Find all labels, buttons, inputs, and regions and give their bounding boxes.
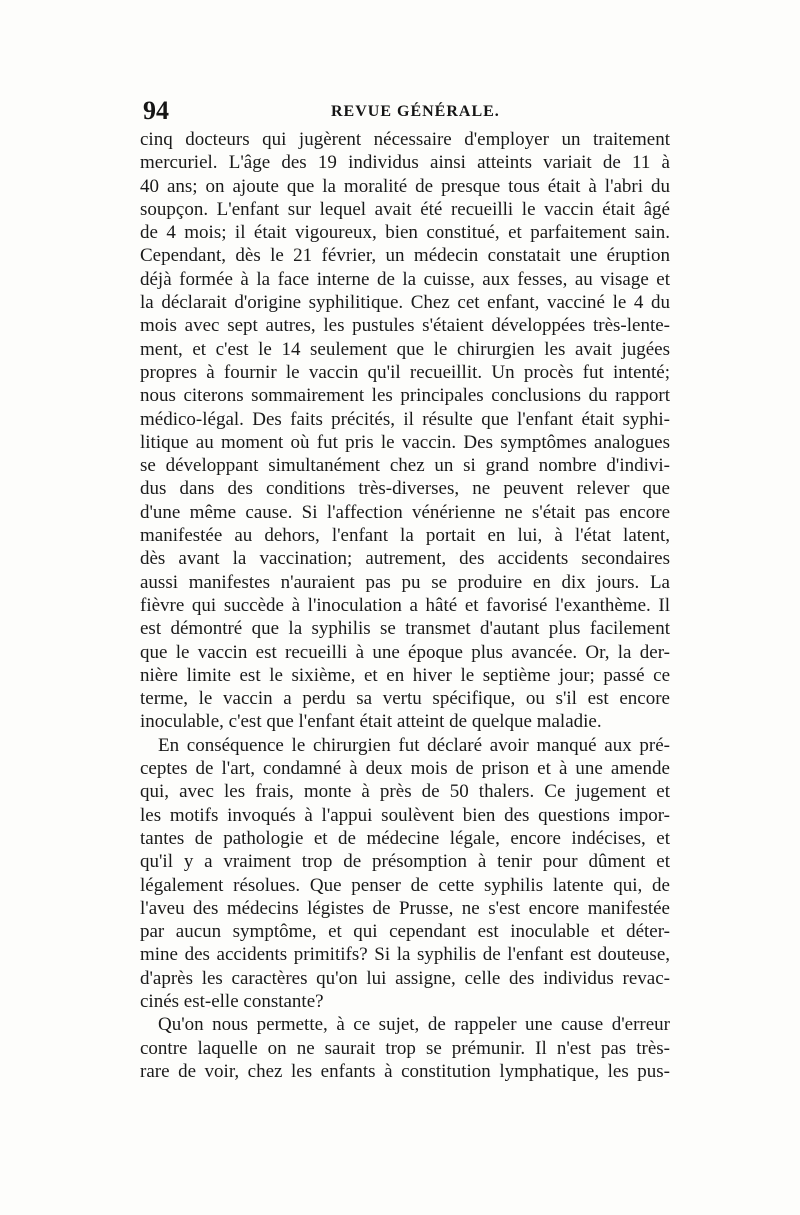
text-line: 40 ans; on ajoute que la moralité de presque tous était à l'abri du (140, 175, 670, 197)
text-line: ment, et c'est le 14 seulement que le chirurgien les avait jugées (140, 338, 670, 360)
running-title: REVUE GÉNÉRALE. (331, 103, 500, 120)
text-line: cinés est-elle constante? (140, 990, 324, 1012)
text-line: rare de voir, chez les enfants à constitution lymphatique, les pus- (140, 1060, 670, 1082)
text-line: nière limite est le sixième, et en hiver le septième jour; passé ce (140, 664, 670, 686)
text-line: Qu'on nous permette, à ce sujet, de rappeler une cause d'erreur (158, 1014, 670, 1036)
text-line: se développant simultanément chez un si grand nombre d'indivi- (140, 455, 670, 477)
text-line: de 4 mois; il était vigoureux, bien constitué, et parfaitement sain. (140, 222, 670, 244)
text-line: est démontré que la syphilis se transmet d'autant plus facilement (140, 618, 670, 640)
page-number: 94 (143, 96, 169, 125)
text-line: par aucun symptôme, et qui cependant est inoculable et déter- (140, 921, 670, 943)
text-line: légalement résolues. Que penser de cette syphilis latente qui, de (140, 874, 670, 896)
body-text (140, 128, 670, 1083)
text-line: que le vaccin est recueilli à une époque plus avancée. Or, la der- (140, 641, 670, 663)
text-line: inoculable, c'est que l'enfant était atteint de quelque maladie. (140, 711, 602, 733)
text-line: manifestée au dehors, l'enfant la portait en lui, à l'état latent, (140, 525, 670, 547)
text-line: tantes de pathologie et de médecine légale, encore indécises, et (140, 827, 670, 849)
page-header (143, 96, 663, 126)
text-line: l'aveu des médecins légistes de Prusse, ne s'est encore manifestée (140, 897, 670, 919)
text-line: dus dans des conditions très-diverses, ne peuvent relever que (140, 478, 670, 500)
text-line: soupçon. L'enfant sur lequel avait été recueilli le vaccin était âgé (140, 198, 670, 220)
text-line: nous citerons sommairement les principales conclusions du rapport (140, 385, 670, 407)
text-line: les motifs invoqués à l'appui soulèvent bien des questions impor- (140, 804, 670, 826)
text-line: terme, le vaccin a perdu sa vertu spécifique, ou s'il est encore (140, 688, 670, 710)
text-line: aussi manifestes n'auraient pas pu se produire en dix jours. La (140, 571, 670, 593)
text-line: En conséquence le chirurgien fut déclaré avoir manqué aux pré- (158, 734, 670, 756)
text-line: cinq docteurs qui jugèrent nécessaire d'employer un traitement (140, 129, 670, 150)
text-line: mois avec sept autres, les pustules s'étaient développées très-lente- (140, 315, 670, 337)
text-line: litique au moment où fut pris le vaccin. Des symptômes analogues (140, 431, 670, 453)
text-line: mine des accidents primitifs? Si la syphilis de l'enfant est douteuse, (140, 944, 670, 966)
text-line: propres à fournir le vaccin qu'il recueillit. Un procès fut intenté; (140, 361, 670, 383)
text-line: mercuriel. L'âge des 19 individus ainsi atteints variait de 11 à (140, 152, 670, 174)
text-line: Cependant, dès le 21 février, un médecin constatait une éruption (140, 245, 670, 267)
text-line: qui, avec les frais, monte à près de 50 thalers. Ce jugement et (140, 781, 670, 803)
text-line: fièvre qui succède à l'inoculation a hâté et favorisé l'exanthème. Il (140, 594, 670, 616)
text-line: ceptes de l'art, condamné à deux mois de prison et à une amende (140, 758, 670, 780)
text-line: médico-légal. Des faits précités, il résulte que l'enfant était syphi- (140, 408, 670, 430)
text-line: la déclarait d'origine syphilitique. Chez cet enfant, vacciné le 4 du (140, 292, 670, 314)
text-line: dès avant la vaccination; autrement, des accidents secondaires (140, 548, 670, 570)
text-line: d'une même cause. Si l'affection vénérienne ne s'était pas encore (140, 501, 670, 523)
text-line: contre laquelle on ne saurait trop se prémunir. Il n'est pas très- (140, 1037, 670, 1059)
text-line: d'après les caractères qu'on lui assigne, celle des individus revac- (140, 967, 670, 989)
text-line: qu'il y a vraiment trop de présomption à tenir pour dûment et (140, 851, 670, 873)
text-line: déjà formée à la face interne de la cuisse, aux fesses, au visage et (140, 268, 670, 290)
